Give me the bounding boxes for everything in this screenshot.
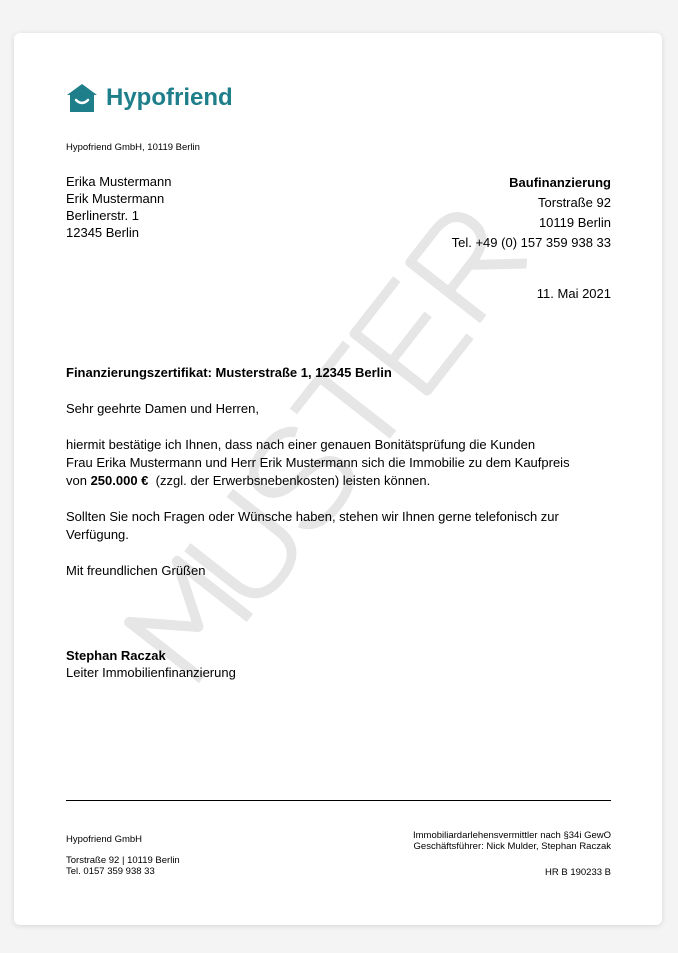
sender-phone: Tel. +49 (0) 157 359 938 33 (451, 235, 611, 250)
body-line: hiermit bestätige ich Ihnen, dass nach einer genauen Bonitätsprüfung die Kunden (66, 437, 536, 452)
recipient-address (66, 173, 171, 241)
recipient-name-1: Erika Mustermann (66, 174, 172, 189)
recipient-city: 12345 Berlin (66, 225, 139, 240)
footer-legal (413, 830, 611, 852)
logo (66, 83, 233, 113)
body-line: Frau Erika Mustermann und Herr Erik Mustermann sich die Immobilie zu dem Kaufpreis (66, 455, 570, 470)
signature-block (66, 647, 236, 681)
letter-body (66, 400, 611, 580)
letter-page (14, 33, 662, 925)
body-line-amount (66, 472, 611, 490)
sender-dept: Baufinanzierung (509, 175, 611, 190)
footer-ceo: Geschäftsführer: Nick Mulder, Stephan Raczak (413, 841, 611, 852)
footer-register: HR B 190233 B (544, 867, 611, 878)
house-smile-icon (66, 83, 98, 113)
text: von (66, 473, 91, 488)
footer-license: Immobiliardarlehensvermittler nach §34i GewO (413, 830, 611, 841)
footer-address (66, 855, 180, 877)
footer-street: Torstraße 92 | 10119 Berlin (66, 855, 180, 866)
recipient-name-2: Erik Mustermann (66, 191, 165, 206)
body-paragraph: Sollten Sie noch Fragen oder Wünsche haben, stehen wir Ihnen gerne telefonisch zur Verfügung. (66, 509, 559, 542)
footer-company: Hypofriend GmbH (66, 834, 143, 845)
signer-name: Stephan Raczak (66, 648, 166, 663)
purchase-price: 250.000 € (90, 473, 149, 488)
footer-divider (66, 800, 611, 801)
text: (zzgl. der Erwerbsnebenkosten) leisten können. (155, 473, 431, 488)
subject: Finanzierungszertifikat: Musterstraße 1, 12345 Berlin (66, 365, 392, 380)
sender-address (452, 173, 611, 253)
sender-line: Hypofriend GmbH, 10119 Berlin (66, 142, 200, 153)
letter-date: 11. Mai 2021 (536, 286, 611, 301)
footer-phone: Tel. 0157 359 938 33 (66, 866, 155, 877)
signer-title: Leiter Immobilienfinanzierung (66, 665, 236, 680)
salutation: Sehr geehrte Damen und Herren, (66, 401, 259, 416)
closing: Mit freundlichen Grüßen (66, 563, 206, 578)
recipient-street: Berlinerstr. 1 (66, 208, 139, 223)
sender-city: 10119 Berlin (538, 215, 611, 230)
logo-text: Hypofriend (106, 84, 233, 111)
sender-street: Torstraße 92 (538, 195, 611, 210)
